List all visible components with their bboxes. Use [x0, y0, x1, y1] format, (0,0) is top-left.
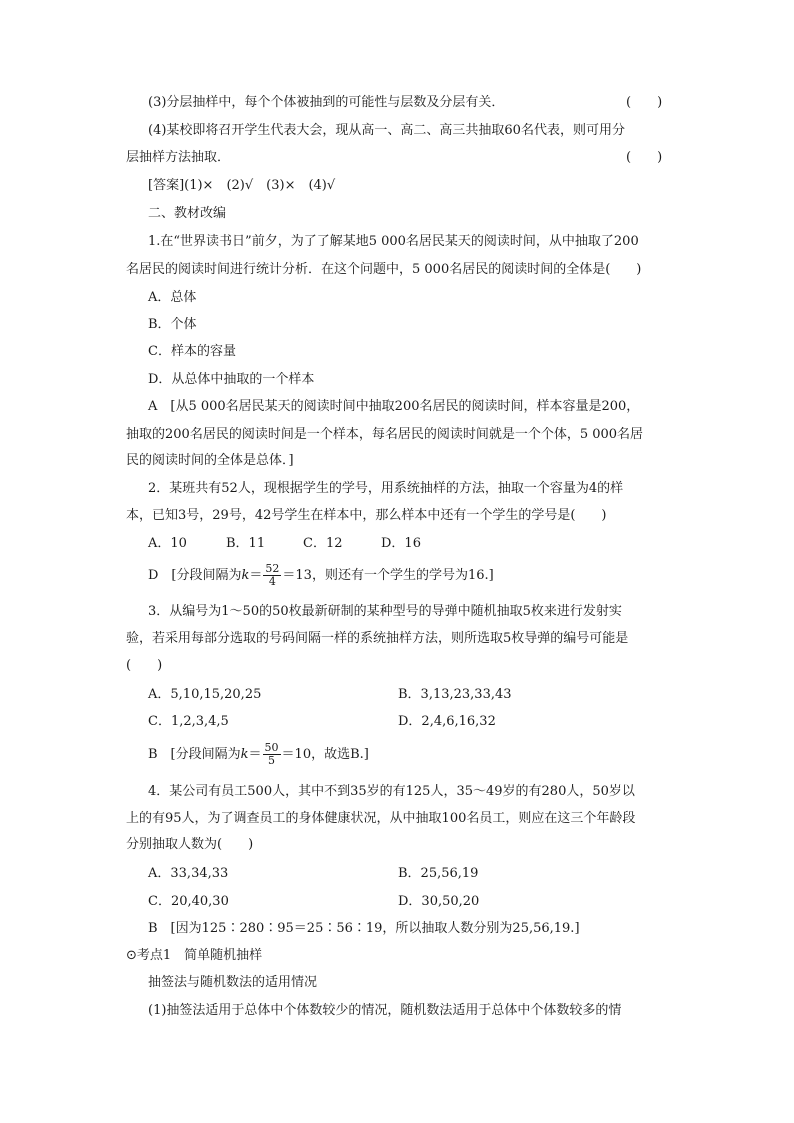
- q2-fraction-numerator: 52: [265, 562, 280, 575]
- q3-option-c: C．1,2,3,4,5: [148, 714, 229, 729]
- q3-line1: 3．从编号为1～50的50枚最新研制的某种型号的导弹中随机抽取5枚来进行发射实: [148, 604, 622, 619]
- q3-option-d: D．2,4,6,16,32: [398, 714, 496, 729]
- q2-option-a: A．10: [148, 536, 187, 551]
- judgement-answer: [答案](1)× (2)√ (3)× (4)√: [148, 178, 336, 193]
- q2-option-c: C．12: [303, 536, 343, 551]
- judgement-item-4-line1: (4)某校即将召开学生代表大会，现从高一、高二、高三共抽取60名代表，则可用分: [148, 123, 625, 138]
- q2-solution-eq: ＝: [249, 568, 263, 583]
- q2-option-b: B．11: [226, 536, 266, 551]
- q2-solution: [148, 562, 494, 590]
- q1-option-b: B．个体: [148, 317, 197, 332]
- q3-fraction-denominator: 5: [268, 754, 276, 767]
- judgement-item-4-line2: 层抽样方法抽取．: [126, 150, 231, 165]
- q3-solution-k: k: [240, 747, 249, 762]
- q2-line1: 2．某班共有52人，现根据学生的学号，用系统抽样的方法，抽取一个容量为4的样: [148, 481, 624, 496]
- q2-solution-prefix: D [分段间隔为: [148, 568, 242, 583]
- q1-solution-line2: 抽取的200名居民的阅读时间是一个样本，每名居民的阅读时间就是一个个体，5 000名居: [126, 427, 644, 442]
- q3-line3: ( ): [126, 658, 163, 673]
- q1-solution-line1: A [从5 000名居民某天的阅读时间中抽取200名居民的阅读时间，样本容量是200，: [148, 399, 640, 414]
- q1-line2: 名居民的阅读时间进行统计分析．在这个问题中，5 000名居民的阅读时间的全体是( ): [126, 262, 642, 277]
- q2-solution-suffix: ＝13，则还有一个学生的学号为16.]: [282, 568, 494, 583]
- q3-fraction-numerator: 50: [264, 741, 279, 754]
- q2-option-d: D．16: [381, 536, 421, 551]
- q2-fraction-denominator: 4: [268, 575, 276, 588]
- kaodian-heading: [126, 947, 262, 965]
- q1-line1: 1.在“世界读书日”前夕，为了了解某地5 000名居民某天的阅读时间，从中抽取了200: [148, 234, 639, 249]
- kaodian-marker-icon: ⊙: [126, 948, 137, 963]
- judgement-item-4-paren: ( ): [626, 150, 663, 165]
- q4-option-b: B．25,56,19: [398, 866, 479, 881]
- q2-line2: 本，已知3号，29号，42号学生在样本中，那么样本中还有一个学生的学号是( ): [126, 508, 607, 523]
- kaodian-subtitle: 抽签法与随机数法的适用情况: [148, 975, 318, 990]
- q3-solution-suffix: ＝10，故选B.]: [281, 747, 369, 762]
- q4-option-a: A．33,34,33: [148, 866, 229, 881]
- q4-line1: 4．某公司有员工500人，其中不到35岁的有125人，35～49岁的有280人，50岁以: [148, 784, 635, 799]
- q4-option-c: C．20,40,30: [148, 894, 229, 909]
- q4-line3: 分别抽取人数为( ): [126, 837, 254, 852]
- kaodian-line1: (1)抽签法适用于总体中个体数较少的情况，随机数法适用于总体中个体数较多的情: [148, 1003, 622, 1018]
- q1-option-c: C．样本的容量: [148, 344, 236, 359]
- section-title: 二、教材改编: [148, 206, 227, 221]
- judgement-item-3: (3)分层抽样中，每个个体被抽到的可能性与层数及分层有关．: [148, 95, 505, 110]
- q3-option-b: B．3,13,23,33,43: [398, 687, 512, 702]
- q4-solution: B [因为125∶280∶95＝25∶56∶19，所以抽取人数分别为25,56,19.]: [148, 921, 580, 936]
- q4-option-d: D．30,50,20: [398, 894, 480, 909]
- q3-line2: 验，若采用每部分选取的号码间隔一样的系统抽样方法，则所选取5枚导弹的编号可能是: [126, 631, 629, 646]
- judgement-item-3-paren: ( ): [626, 95, 663, 110]
- kaodian-title: 考点1 简单随机抽样: [136, 948, 263, 963]
- q2-solution-fraction: [263, 563, 281, 588]
- q4-line2: 上的有95人，为了调查员工的身体健康状况，从中抽取100名员工，则应在这三个年龄段: [126, 811, 636, 826]
- q1-solution-line3: 民的阅读时间的全体是总体．]: [126, 453, 294, 468]
- q1-option-d: D．从总体中抽取的一个样本: [148, 372, 315, 387]
- q3-solution-prefix: B [分段间隔为: [148, 747, 241, 762]
- q3-solution: [148, 741, 369, 769]
- q3-option-a: A．5,10,15,20,25: [148, 687, 262, 702]
- q2-solution-k: k: [241, 568, 250, 583]
- q1-option-a: A．总体: [148, 290, 197, 305]
- q3-solution-eq: ＝: [248, 747, 262, 762]
- q3-solution-fraction: [263, 742, 281, 767]
